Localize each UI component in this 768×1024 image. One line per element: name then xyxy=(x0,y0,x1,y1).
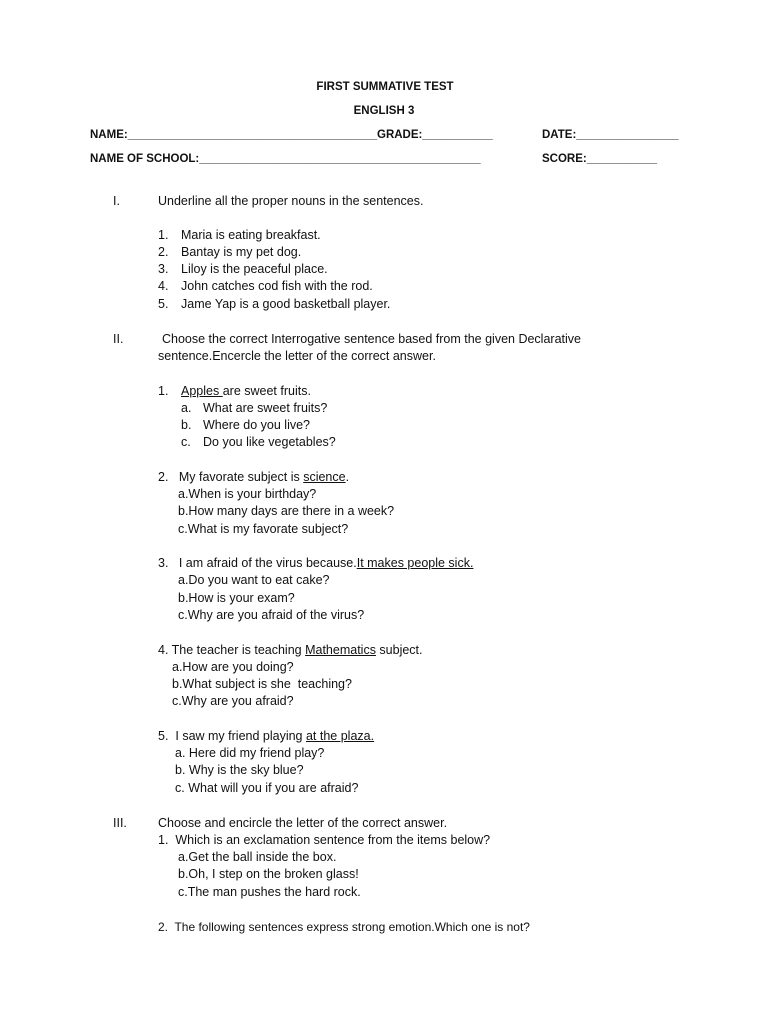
option: a.Get the ball inside the box. xyxy=(178,850,337,864)
option-letter: a. xyxy=(181,401,192,415)
underlined-answer: science xyxy=(303,470,346,484)
option-letter: c. xyxy=(181,435,191,449)
question-text: subject. xyxy=(375,643,423,657)
option-text: Do you like vegetables? xyxy=(203,435,336,449)
option-text: Where do you live? xyxy=(203,418,311,432)
part-1-item: Liloy is the peaceful place. xyxy=(181,262,328,276)
question-text: 2. My favorate subject is xyxy=(158,470,304,484)
school-field: NAME OF SCHOOL:____________________________________________ xyxy=(90,153,481,165)
option: c.Why are you afraid of the virus? xyxy=(178,608,365,622)
underlined-answer: It makes people sick. xyxy=(356,556,474,570)
question-text: . xyxy=(345,470,350,484)
option-letter: b. xyxy=(181,418,192,432)
option: b.What subject is she teaching? xyxy=(172,677,352,691)
part-2-q1-number: 1. xyxy=(158,384,169,398)
option: c. What will you if you are afraid? xyxy=(175,781,359,795)
score-field: SCORE:___________ xyxy=(542,153,658,165)
part-1-number: I. xyxy=(113,194,120,208)
question-text: 5. I saw my friend playing xyxy=(158,729,306,743)
option: a.When is your birthday? xyxy=(178,487,317,501)
name-field: NAME:_______________________________________ xyxy=(90,129,378,141)
part-1-item: Maria is eating breakfast. xyxy=(181,228,321,242)
question-text: 3. I am afraid of the virus because. xyxy=(158,556,357,570)
part-1-item-number: 4. xyxy=(158,279,169,293)
option: b.How many days are there in a week? xyxy=(178,504,395,518)
option-text: What are sweet fruits? xyxy=(203,401,328,415)
underlined-answer: Apples xyxy=(181,384,223,398)
part-1-item-number: 2. xyxy=(158,245,169,259)
part-2-instruction-line-1: Choose the correct Interrogative sentence based from the given Declarative xyxy=(162,332,581,346)
underlined-answer: at the plaza. xyxy=(305,729,375,743)
part-2-q5 xyxy=(158,729,374,744)
option: a.How are you doing? xyxy=(172,660,294,674)
part-1-item-number: 1. xyxy=(158,228,169,242)
part-3-instruction: Choose and encircle the letter of the correct answer. xyxy=(158,816,448,830)
part-1-item-number: 5. xyxy=(158,297,169,311)
question-text: are sweet fruits. xyxy=(222,384,311,398)
part-2-q3 xyxy=(158,556,473,571)
option: b. Why is the sky blue? xyxy=(175,763,304,777)
grade-field: GRADE:___________ xyxy=(377,129,493,141)
option: c.What is my favorate subject? xyxy=(178,522,349,536)
part-3-number: III. xyxy=(113,816,127,830)
part-2-q2 xyxy=(158,470,349,485)
part-1-item: Bantay is my pet dog. xyxy=(181,245,302,259)
option: a. Here did my friend play? xyxy=(175,746,325,760)
part-1-item-number: 3. xyxy=(158,262,169,276)
option: a.Do you want to eat cake? xyxy=(178,573,330,587)
underlined-answer: Mathematics xyxy=(305,643,376,657)
part-1-item: Jame Yap is a good basketball player. xyxy=(181,297,391,311)
part-3-q1: 1. Which is an exclamation sentence from the items below? xyxy=(158,833,491,847)
part-1-instruction: Underline all the proper nouns in the sentences. xyxy=(158,194,424,208)
option: c.The man pushes the hard rock. xyxy=(178,885,361,899)
part-2-number: II. xyxy=(113,332,124,346)
part-1-item: John catches cod fish with the rod. xyxy=(181,279,373,293)
test-title: FIRST SUMMATIVE TEST xyxy=(316,81,454,93)
option: b.How is your exam? xyxy=(178,591,295,605)
part-2-q4 xyxy=(158,643,423,658)
part-2-q1 xyxy=(181,384,311,399)
date-field: DATE:________________ xyxy=(542,129,679,141)
option: c.Why are you afraid? xyxy=(172,694,294,708)
part-3-q2: 2. The following sentences express strong emotion.Which one is not? xyxy=(158,920,530,934)
question-text: 4. The teacher is teaching xyxy=(158,643,306,657)
subject-title: ENGLISH 3 xyxy=(353,105,415,117)
option: b.Oh, I step on the broken glass! xyxy=(178,867,359,881)
part-2-instruction-line-2: sentence.Encercle the letter of the correct answer. xyxy=(158,349,436,363)
